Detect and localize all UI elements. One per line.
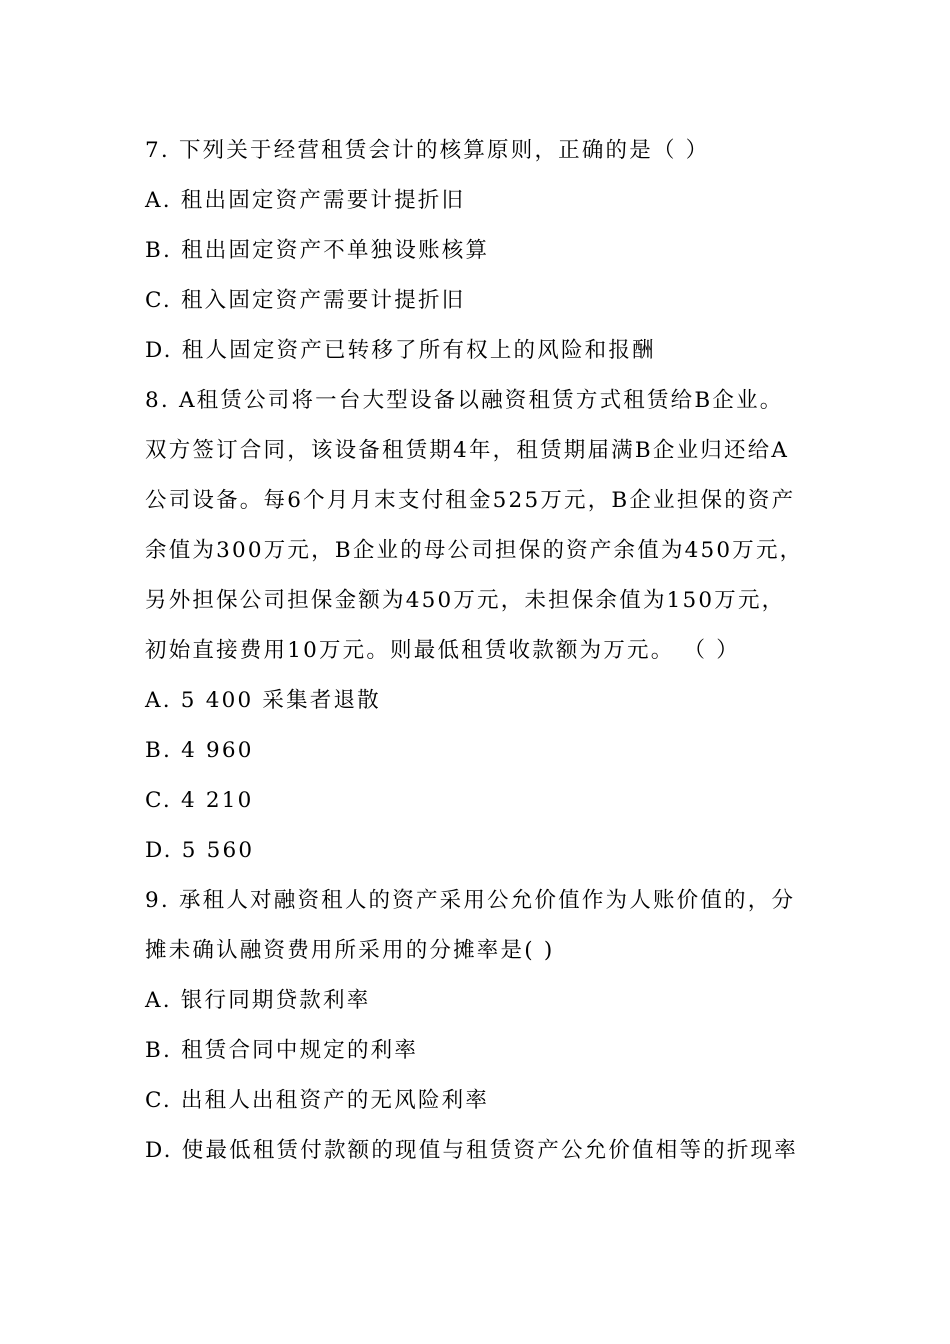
question-8-stem-line-2: 双方签订合同，该设备租赁期4年，租赁期届满B企业归还给A — [145, 438, 790, 463]
question-8-option-c: C. 4 210 — [145, 788, 254, 813]
question-8-stem-line-1: 8. A租赁公司将一台大型设备以融资租赁方式租赁给B企业。 — [145, 388, 784, 413]
question-7-stem: 7. 下列关于经营租赁会计的核算原则，正确的是（ ） — [145, 138, 710, 163]
question-9-option-d: D. 使最低租赁付款额的现值与租赁资产公允价值相等的折现率 — [145, 1138, 798, 1163]
question-7-option-b: B. 租出固定资产不单独设账核算 — [145, 238, 490, 263]
question-8-stem-line-4: 余值为300万元，B企业的母公司担保的资产余值为450万元， — [145, 538, 804, 563]
question-9-option-a: A. 银行同期贷款利率 — [145, 988, 371, 1013]
question-9-option-c: C. 出租人出租资产的无风险利率 — [145, 1088, 490, 1113]
document-page — [145, 126, 815, 1176]
question-8-stem-line-6: 初始直接费用10万元。则最低租赁收款额为万元。 （ ） — [145, 638, 740, 663]
question-9-stem-line-2: 摊未确认融资费用所采用的分摊率是( ) — [145, 938, 555, 963]
question-7-option-a: A. 租出固定资产需要计提折旧 — [145, 188, 466, 213]
question-8-option-b: B. 4 960 — [145, 738, 254, 763]
question-9-stem-line-1: 9. 承租人对融资租人的资产采用公允价值作为人账价值的，分 — [145, 888, 796, 913]
question-9-option-b: B. 租赁合同中规定的利率 — [145, 1038, 419, 1063]
question-8-stem-line-5: 另外担保公司担保金额为450万元，未担保余值为150万元， — [145, 588, 786, 613]
question-8-option-a: A. 5 400 采集者退散 — [145, 688, 381, 713]
question-7-option-c: C. 租入固定资产需要计提折旧 — [145, 288, 466, 313]
question-8-option-d: D. 5 560 — [145, 838, 255, 863]
question-7-option-d: D. 租人固定资产已转移了所有权上的风险和报酬 — [145, 338, 656, 363]
question-8-stem-line-3: 公司设备。每6个月月末支付租金525万元，B企业担保的资产 — [145, 488, 796, 513]
